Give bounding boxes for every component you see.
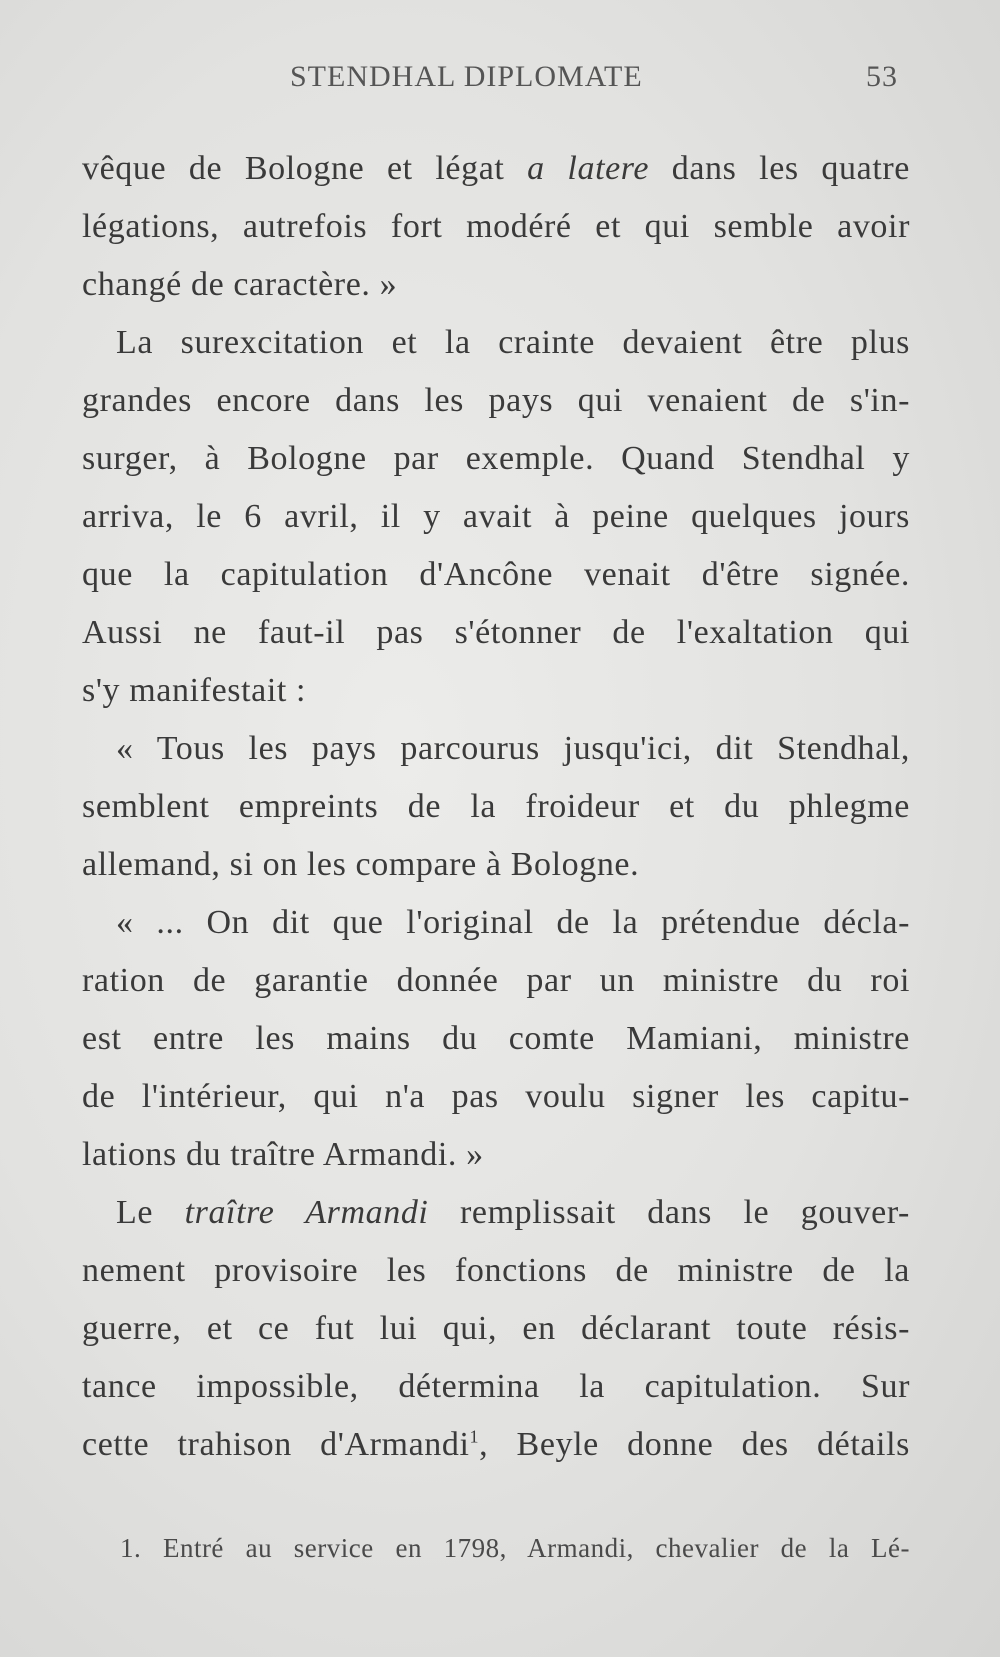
text-line: légations, autrefois fort modéré et qui semble avoir bbox=[82, 208, 910, 245]
text-line: que la capitulation d'Ancône venait d'être signée. bbox=[82, 556, 910, 593]
body-text bbox=[82, 140, 910, 1474]
text-line: allemand, si on les compare à Bologne. bbox=[82, 846, 640, 883]
text-line: « ... On dit que l'original de la prétendue décla- bbox=[116, 904, 910, 941]
text-line: tance impossible, détermina la capitulation. Sur bbox=[82, 1368, 910, 1405]
text-line: changé de caractère. » bbox=[82, 266, 398, 303]
page-header bbox=[0, 52, 1000, 102]
text-line: nement provisoire les fonctions de ministre de la bbox=[82, 1252, 910, 1289]
italic-text: a latere bbox=[527, 150, 650, 187]
text-line: lations du traître Armandi. » bbox=[82, 1136, 484, 1173]
text-run: remplissait dans le gouver- bbox=[428, 1194, 910, 1231]
text-line: s'y manifestait : bbox=[82, 672, 307, 709]
text-line bbox=[82, 140, 910, 198]
text-line: ration de garantie donnée par un ministre du roi bbox=[82, 962, 910, 999]
text-run: cette trahison d'Armandi bbox=[82, 1426, 470, 1463]
text-line: surger, à Bologne par exemple. Quand Stendhal y bbox=[82, 440, 910, 477]
text-run: Le bbox=[116, 1194, 185, 1231]
text-line bbox=[82, 1184, 910, 1242]
text-line: est entre les mains du comte Mamiani, ministre bbox=[82, 1020, 910, 1057]
text-line: de l'intérieur, qui n'a pas voulu signer les capitu- bbox=[82, 1078, 910, 1115]
footnote: 1. Entré au service en 1798, Armandi, chevalier de la Lé- bbox=[120, 1533, 910, 1563]
running-head: STENDHAL DIPLOMATE bbox=[290, 60, 643, 93]
text-line: semblent empreints de la froideur et du phlegme bbox=[82, 788, 910, 825]
footnote-marker: 1 bbox=[469, 1426, 480, 1447]
italic-text: traître Armandi bbox=[184, 1194, 429, 1231]
text-line: guerre, et ce fut lui qui, en déclarant toute résis- bbox=[82, 1310, 910, 1347]
text-line: grandes encore dans les pays qui venaient de s'in- bbox=[82, 382, 910, 419]
page-number: 53 bbox=[866, 60, 898, 93]
text-line: Aussi ne faut-il pas s'étonner de l'exaltation qui bbox=[82, 614, 910, 651]
text-line: La surexcitation et la crainte devaient être plus bbox=[116, 324, 910, 361]
text-run: , Beyle donne des détails bbox=[479, 1426, 910, 1463]
text-run: dans les quatre bbox=[649, 150, 910, 187]
text-line: « Tous les pays parcourus jusqu'ici, dit Stendhal, bbox=[116, 730, 910, 767]
text-run: vêque de Bologne et légat bbox=[82, 150, 528, 187]
text-line: arriva, le 6 avril, il y avait à peine quelques jours bbox=[82, 498, 910, 535]
text-line bbox=[82, 1416, 910, 1474]
